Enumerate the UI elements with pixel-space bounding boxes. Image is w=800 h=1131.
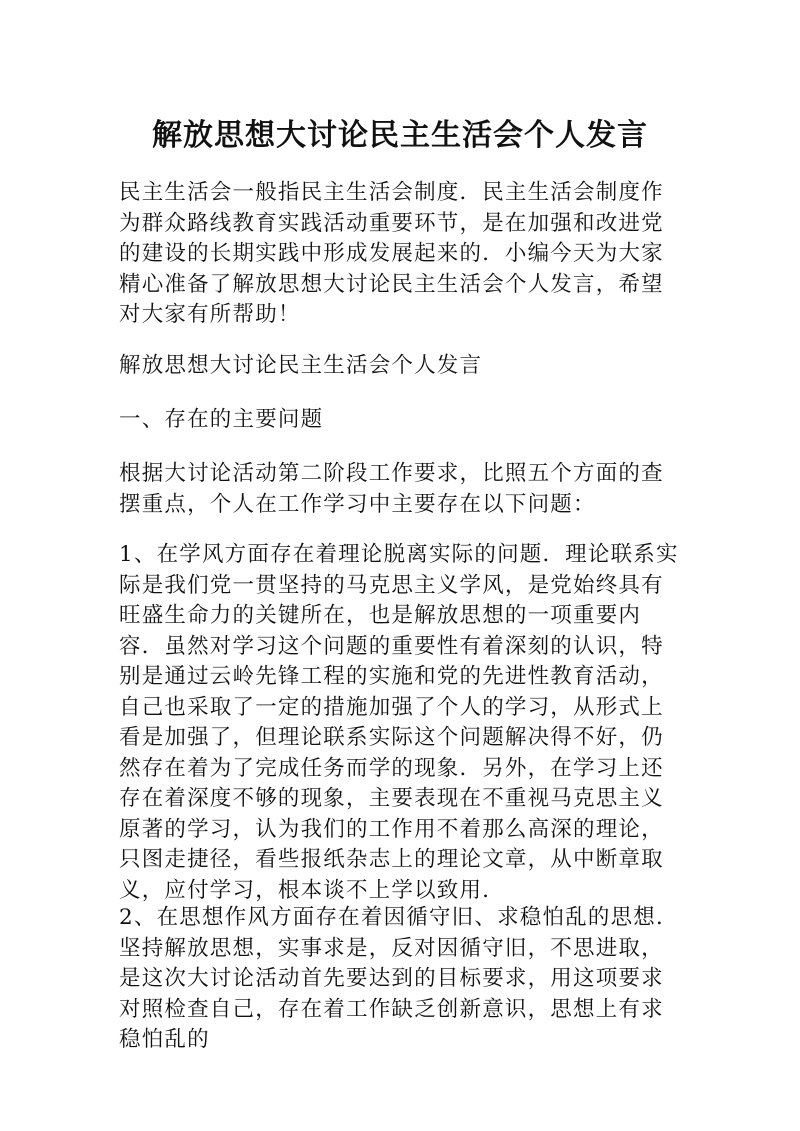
section-heading: 解放思想大讨论民主生活会个人发言 [119,353,483,378]
intro-paragraph: 民主生活会一般指民主生活会制度．民主生活会制度作为群众路线教育实践活动重要环节，是在加强和改进党的建设的长期实践中形成发展起来的．小编今天为大家精心准备了解放思想大讨论民主生活会个人发言，希望对大家有所帮助！ [119,180,664,327]
document-title: 解放思想大讨论民主生活会个人发言 [152,118,648,153]
subsection-heading: 一、存在的主要问题 [119,407,324,432]
body-paragraph: 1、在学风方面存在着理论脱离实际的问题．理论联系实际是我们党一贯坚持的马克思主义学风，是党始终具有旺盛生命力的关键所在，也是解放思想的一项重要内容．虽然对学习这个问题的重要性有着深刻的认识，特别是通过云岭先锋工程的实施和党的先进性教育活动，自己也采取了一定的措施加强了个人的学习，从形式上看是加强了，但理论联系实际这个问题解决得不好，仍然存在着为了完成任务而学的现象．另外，在学习上还存在着深度不够的现象，主要表现在不重视马克思主义原著的学习，认为我们的工作用不着那么高深的理论，只图走捷径，看些报纸杂志上的理论文章，从中断章取义，应付学习，根本谈不上学以致用． [119,542,679,903]
body-paragraph: 2、在思想作风方面存在着因循守旧、求稳怕乱的思想．坚持解放思想，实事求是，反对因循守旧，不思进取，是这次大讨论活动首先要达到的目标要求，用这项要求对照检查自己，存在着工作缺乏创新意识，思想上有求稳怕乱的 [119,905,679,1052]
body-paragraph: 根据大讨论活动第二阶段工作要求，比照五个方面的查摆重点，个人在工作学习中主要存在以下问题： [119,461,664,517]
